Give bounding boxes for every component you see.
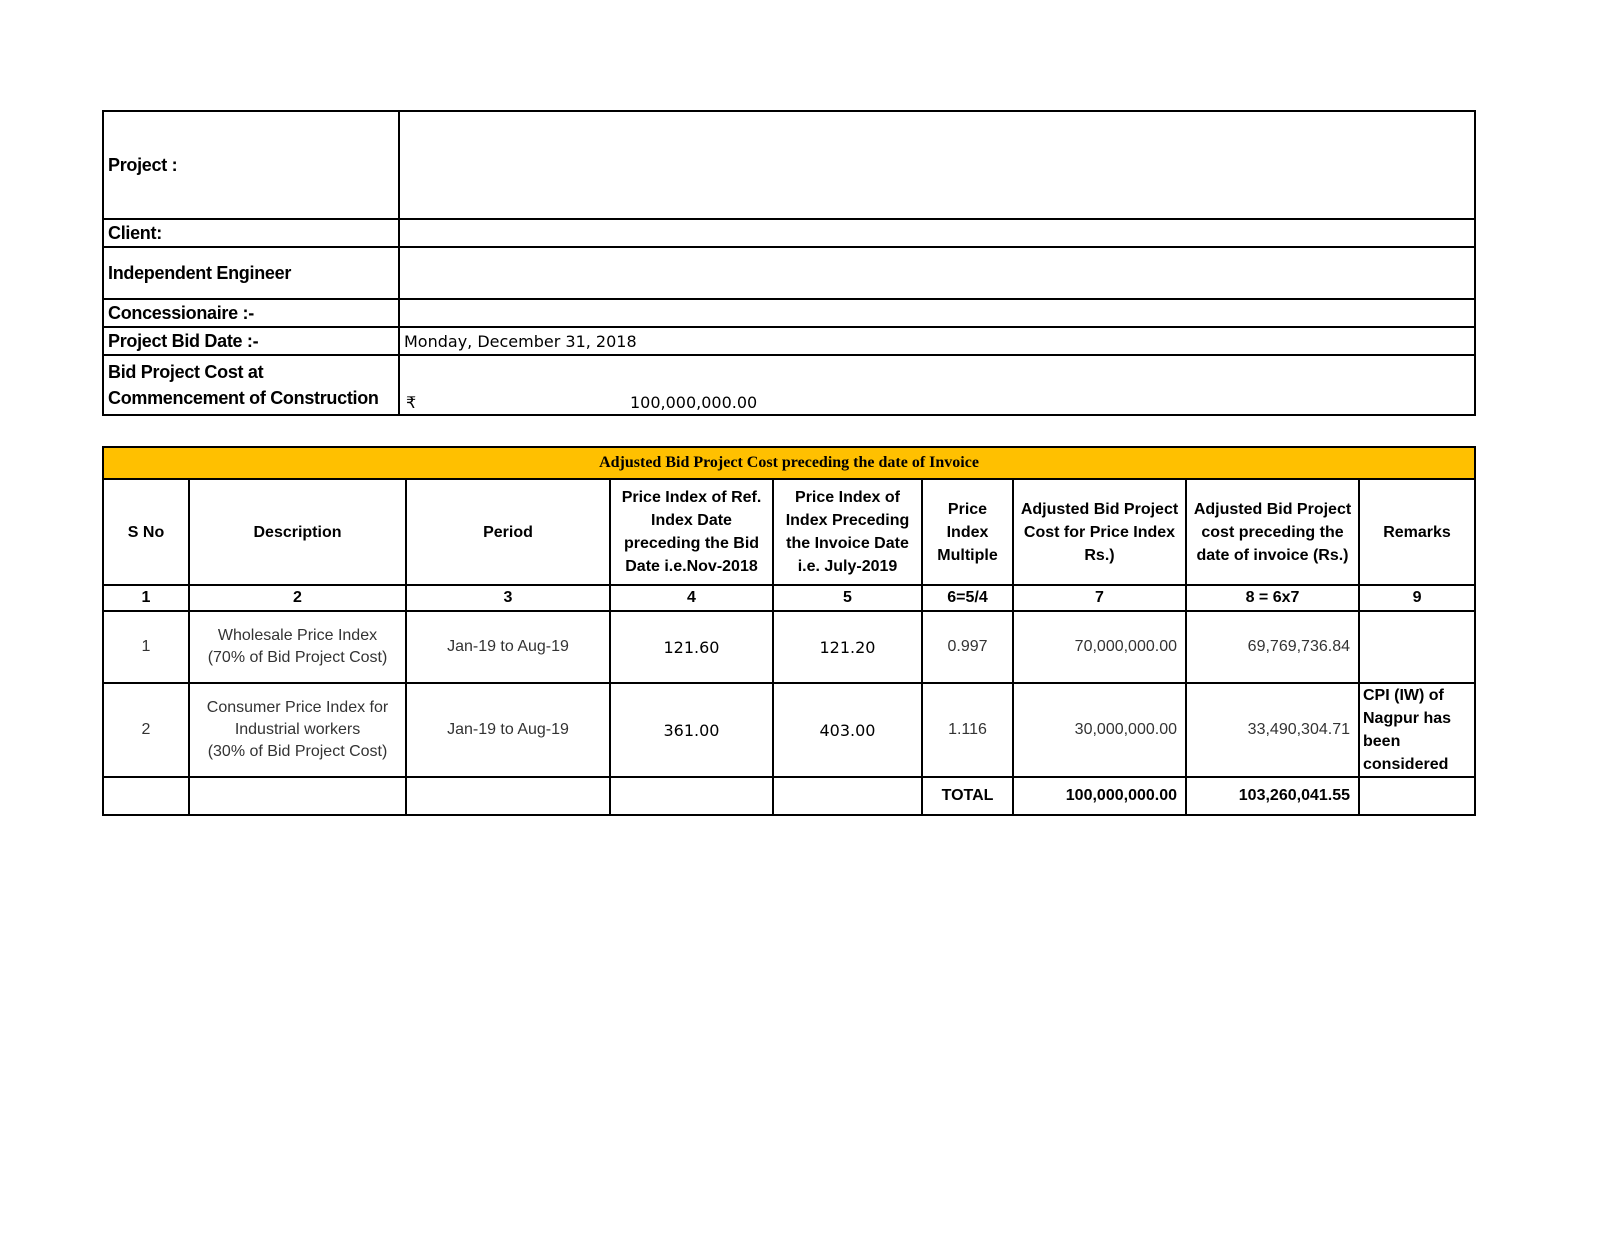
col-num: 9 — [1359, 585, 1475, 611]
total-empty — [610, 777, 773, 815]
bid-date-row — [103, 327, 1475, 355]
table-row — [103, 683, 1475, 777]
header-adjusted: Adjusted Bid Project cost preceding the date of invoice (Rs.) — [1186, 479, 1359, 585]
concessionaire-row — [103, 299, 1475, 327]
row-adjusted: 69,769,736.84 — [1186, 611, 1359, 683]
header-index-invoice: Price Index of Index Preceding the Invoice Date i.e. July-2019 — [773, 479, 922, 585]
bid-date-value: Monday, December 31, 2018 — [399, 327, 1475, 355]
row-description-line: Industrial workers — [234, 721, 361, 738]
row-index-ref: 121.60 — [610, 611, 773, 683]
row-cost: 30,000,000.00 — [1013, 683, 1186, 777]
col-num: 2 — [189, 585, 406, 611]
row-remark: CPI (IW) of Nagpur has been considered — [1359, 683, 1475, 777]
row-description — [189, 683, 406, 777]
row-period: Jan-19 to Aug-19 — [406, 611, 610, 683]
adjusted-cost-table — [102, 446, 1476, 816]
independent-engineer-value — [399, 247, 1475, 299]
header-multiple: Price Index Multiple — [922, 479, 1013, 585]
table-title: Adjusted Bid Project Cost preceding the date of Invoice — [103, 447, 1475, 479]
row-description-line: (30% of Bid Project Cost) — [207, 743, 388, 760]
total-empty — [773, 777, 922, 815]
header-sno: S No — [103, 479, 189, 585]
bid-cost-cell — [399, 355, 1475, 415]
project-label: Project : — [103, 111, 399, 219]
bid-cost-label — [103, 355, 399, 415]
rupee-symbol: ₹ — [406, 393, 417, 412]
row-description — [189, 611, 406, 683]
column-number-row — [103, 585, 1475, 611]
project-info-table — [102, 110, 1476, 416]
row-multiple: 1.116 — [922, 683, 1013, 777]
header-index-ref: Price Index of Ref. Index Date preceding the Bid Date i.e.Nov-2018 — [610, 479, 773, 585]
row-sno: 1 — [103, 611, 189, 683]
row-description-line: (70% of Bid Project Cost) — [207, 649, 388, 666]
row-multiple: 0.997 — [922, 611, 1013, 683]
row-remark — [1359, 611, 1475, 683]
row-period: Jan-19 to Aug-19 — [406, 683, 610, 777]
row-sno: 2 — [103, 683, 189, 777]
row-adjusted: 33,490,304.71 — [1186, 683, 1359, 777]
total-adjusted: 103,260,041.55 — [1186, 777, 1359, 815]
independent-engineer-label: Independent Engineer — [103, 247, 399, 299]
total-empty — [406, 777, 610, 815]
total-label: TOTAL — [922, 777, 1013, 815]
total-empty — [103, 777, 189, 815]
col-num: 7 — [1013, 585, 1186, 611]
total-row — [103, 777, 1475, 815]
col-num: 1 — [103, 585, 189, 611]
total-empty — [189, 777, 406, 815]
total-empty — [1359, 777, 1475, 815]
header-cost: Adjusted Bid Project Cost for Price Index Rs.) — [1013, 479, 1186, 585]
total-cost: 100,000,000.00 — [1013, 777, 1186, 815]
independent-engineer-row — [103, 247, 1475, 299]
concessionaire-label: Concessionaire :- — [103, 299, 399, 327]
bid-cost-label-line2: Commencement of Construction — [108, 388, 379, 408]
row-index-ref: 361.00 — [610, 683, 773, 777]
col-num: 5 — [773, 585, 922, 611]
col-num: 3 — [406, 585, 610, 611]
bid-cost-label-line1: Bid Project Cost at — [108, 362, 264, 382]
project-value — [399, 111, 1475, 219]
client-value — [399, 219, 1475, 247]
client-row — [103, 219, 1475, 247]
client-label: Client: — [103, 219, 399, 247]
bid-cost-value: 100,000,000.00 — [630, 393, 758, 412]
col-num: 8 = 6x7 — [1186, 585, 1359, 611]
row-description-line: Wholesale Price Index — [217, 627, 378, 644]
header-remarks: Remarks — [1359, 479, 1475, 585]
header-period: Period — [406, 479, 610, 585]
concessionaire-value — [399, 299, 1475, 327]
header-row — [103, 479, 1475, 585]
table-row — [103, 611, 1475, 683]
row-index-invoice: 403.00 — [773, 683, 922, 777]
header-description: Description — [189, 479, 406, 585]
bid-date-label: Project Bid Date :- — [103, 327, 399, 355]
bid-cost-row — [103, 355, 1475, 415]
col-num: 6=5/4 — [922, 585, 1013, 611]
project-row — [103, 111, 1475, 219]
col-num: 4 — [610, 585, 773, 611]
row-index-invoice: 121.20 — [773, 611, 922, 683]
row-description-line: Consumer Price Index for — [206, 699, 389, 716]
row-cost: 70,000,000.00 — [1013, 611, 1186, 683]
table-title-row — [103, 447, 1475, 479]
